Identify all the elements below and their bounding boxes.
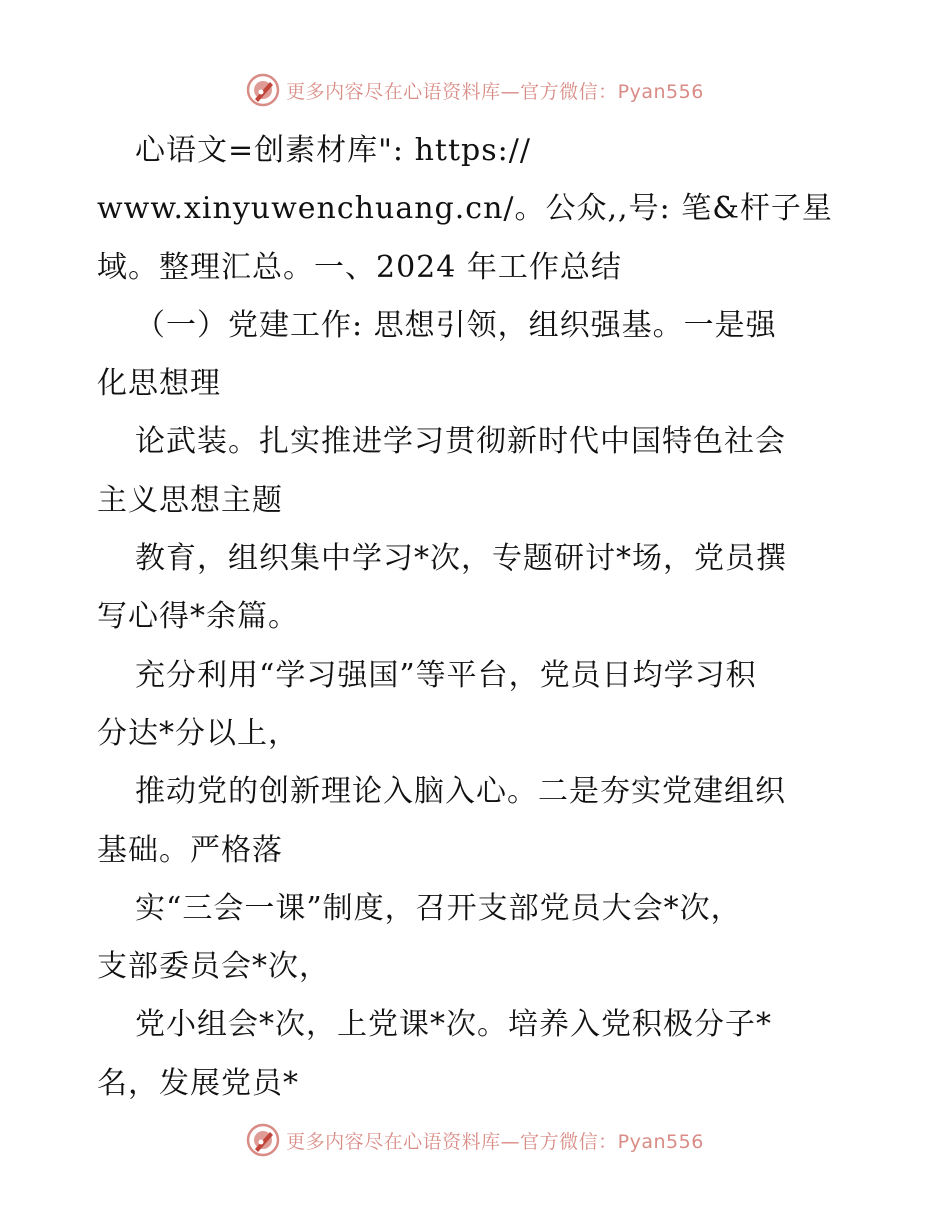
body-line: 教育，组织集中学习*次，专题研讨*场，党员撰 <box>135 541 787 577</box>
body-line: 化思想理 <box>97 366 221 402</box>
body-line: 名，发展党员* <box>97 1065 299 1101</box>
body-line: 主义思想主题 <box>97 482 283 518</box>
pen-logo-icon <box>246 73 280 107</box>
document-body <box>97 122 857 1113</box>
body-line: www.xinyuwenchuang.cn/。公众,,号: 笔&杆子星 <box>97 191 833 227</box>
footer-banner-text: 更多内容尽在心语资料库—官方微信：Pyan556 <box>286 1130 704 1153</box>
body-line: （一）党建工作: 思想引领，组织强基。一是强 <box>135 307 777 343</box>
body-line: 基础。严格落 <box>97 832 283 868</box>
body-line: 实“三会一课”制度，召开支部党员大会*次， <box>135 890 742 926</box>
pen-logo-icon <box>246 1123 280 1157</box>
body-line: 域。整理汇总。一、2024 年工作总结 <box>97 249 622 285</box>
body-line: 党小组会*次，上党课*次。培养入党积极分子* <box>135 1007 772 1043</box>
body-line: 推动党的创新理论入脑入心。二是夯实党建组织 <box>135 774 786 810</box>
body-line: 写心得*余篇。 <box>97 599 299 635</box>
body-line: 分达*分以上， <box>97 715 299 751</box>
body-line: 充分利用“学习强国”等平台，党员日均学习积 <box>135 657 757 693</box>
body-line: 论武装。扎实推进学习贯彻新时代中国特色社会 <box>135 424 786 460</box>
header-banner-text: 更多内容尽在心语资料库—官方微信：Pyan556 <box>286 80 704 103</box>
body-line: 支部委员会*次， <box>97 949 330 985</box>
footer-watermark-banner <box>0 1120 950 1160</box>
body-line: 心语文=创素材库": https:// <box>135 133 531 168</box>
header-watermark-banner <box>0 70 950 110</box>
